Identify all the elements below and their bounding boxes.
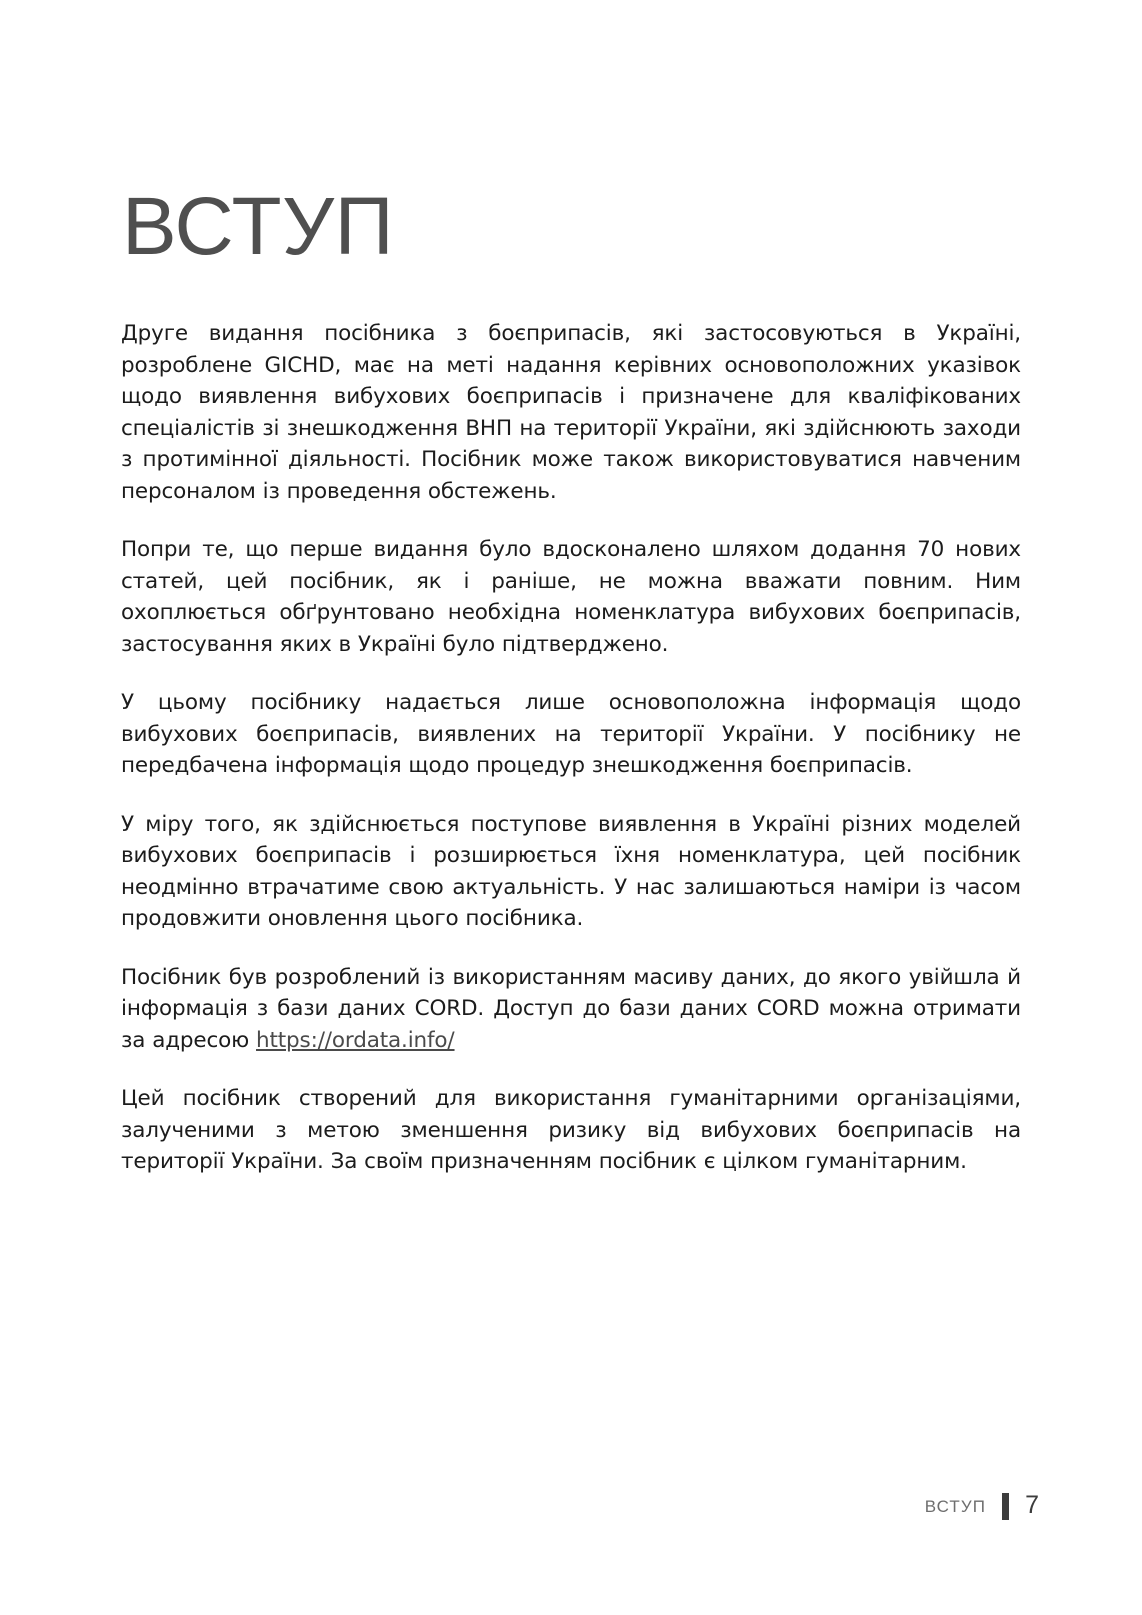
page-title: ВСТУП [122,180,395,272]
body-content [121,318,1021,1178]
paragraph-1: Друге видання посібника з боєприпасів, які застосовуються в Україні, розроблене GICHD, має на меті надання керівних основоположних указівок щодо виявлення вибухових боєприпасів і призначене для кваліфікованих спеціалістів зі знешкодження ВНП на території України, які здійснюють заходи з протимінної діяльності. Посібник може також використовуватися навченим персоналом із проведення обстежень. [121,321,1021,504]
ordata-link[interactable]: https://ordata.info/ [256,1027,455,1053]
footer-divider-bar [1002,1493,1009,1520]
paragraph-5 [121,962,1021,1057]
footer-page-number: 7 [1025,1490,1039,1519]
paragraph-5-text-before-link: Посібник був розроблений із використанням масиву даних, до якого увійшла й інформація з бази даних CORD. Доступ до бази даних CORD можна отримати за адресою [121,964,1021,1053]
paragraph-2: Попри те, що перше видання було вдосконалено шляхом додання 70 нових статей, цей посібник, як і раніше, не можна вважати повним. Ним охоплюється обґрунтовано необхідна номенклатура вибухових боєприпасів, застосування яких в Україні було підтверджено. [121,537,1021,657]
paragraph-6: Цей посібник створений для використання гуманітарними організаціями, залученими з метою зменшення ризику від вибухових боєприпасів на території України. За своїм призначенням посібник є цілком гуманітарним. [121,1086,1021,1174]
paragraph-3: У цьому посібнику надається лише основоположна інформація щодо вибухових боєприпасів, виявлених на території України. У посібнику не передбачена інформація щодо процедур знешкодження боєприпасів. [121,690,1021,778]
footer-section-label: ВСТУП [924,1496,987,1516]
paragraph-4: У міру того, як здійснюється поступове виявлення в Україні різних моделей вибухових боєприпасів і розширюється їхня номенклатура, цей посібник неодмінно втрачатиме свою актуальність. У нас залишаються наміри із часом продовжити оновлення цього посібника. [121,811,1021,931]
page-footer [925,1490,1039,1522]
